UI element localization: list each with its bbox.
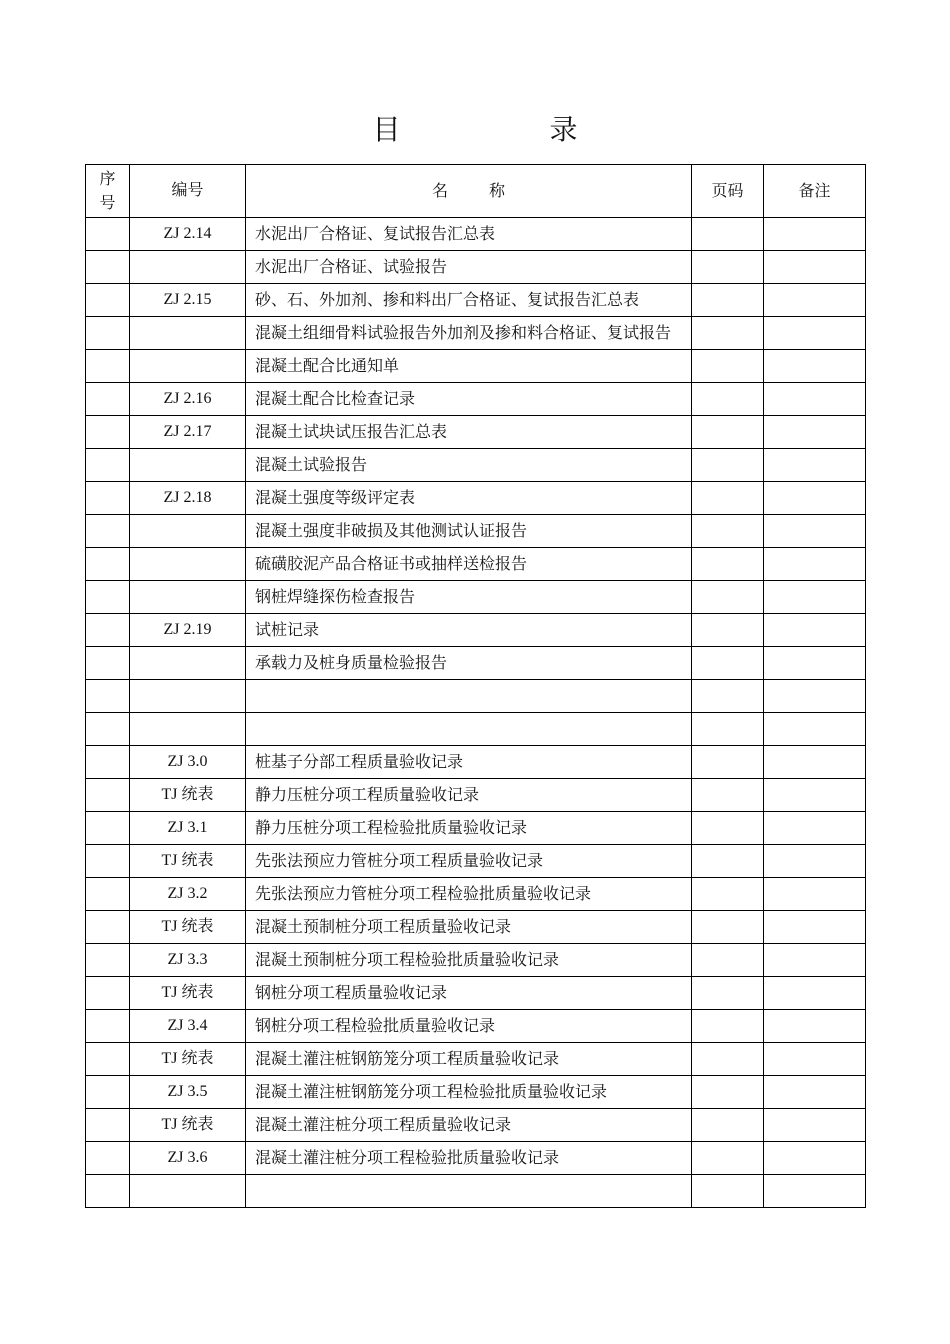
row-code-cell: ZJ 3.1 — [130, 812, 246, 845]
row-note-cell — [764, 449, 866, 482]
header-seq-label: 序号 — [99, 169, 116, 212]
row-code-cell: TJ 统表 — [130, 911, 246, 944]
table-row — [86, 1109, 866, 1142]
row-page-cell — [692, 977, 764, 1010]
table-row — [86, 713, 866, 746]
row-seq-cell — [86, 1109, 130, 1142]
row-note-cell — [764, 251, 866, 284]
row-code-cell — [130, 647, 246, 680]
row-page-cell — [692, 515, 764, 548]
row-seq-cell — [86, 383, 130, 416]
row-code-cell — [130, 713, 246, 746]
row-name-cell: 静力压桩分项工程质量验收记录 — [246, 779, 692, 812]
table-row — [86, 416, 866, 449]
row-page-cell — [692, 911, 764, 944]
row-seq-cell — [86, 416, 130, 449]
row-seq-cell — [86, 713, 130, 746]
row-page-cell — [692, 845, 764, 878]
row-page-cell — [692, 581, 764, 614]
table-row — [86, 449, 866, 482]
row-seq-cell — [86, 449, 130, 482]
table-row — [86, 944, 866, 977]
table-row — [86, 1010, 866, 1043]
row-code-cell — [130, 515, 246, 548]
row-note-cell — [764, 944, 866, 977]
row-note-cell — [764, 548, 866, 581]
row-code-cell: ZJ 2.15 — [130, 284, 246, 317]
page-title: 目 录 — [372, 113, 648, 146]
row-code-cell: ZJ 3.5 — [130, 1076, 246, 1109]
row-note-cell — [764, 416, 866, 449]
header-page: 页码 — [692, 165, 764, 218]
row-page-cell — [692, 680, 764, 713]
row-code-cell: ZJ 2.19 — [130, 614, 246, 647]
row-seq-cell — [86, 1010, 130, 1043]
row-seq-cell — [86, 746, 130, 779]
row-name-cell: 静力压桩分项工程检验批质量验收记录 — [246, 812, 692, 845]
row-name-cell: 混凝土灌注桩钢筋笼分项工程质量验收记录 — [246, 1043, 692, 1076]
table-row — [86, 482, 866, 515]
table-row — [86, 1175, 866, 1208]
table-row — [86, 1043, 866, 1076]
table-row — [86, 284, 866, 317]
row-note-cell — [764, 1142, 866, 1175]
row-seq-cell — [86, 284, 130, 317]
table-row — [86, 878, 866, 911]
row-seq-cell — [86, 812, 130, 845]
row-name-cell: 试桩记录 — [246, 614, 692, 647]
row-page-cell — [692, 284, 764, 317]
row-note-cell — [764, 317, 866, 350]
header-seq — [86, 165, 130, 218]
row-code-cell — [130, 581, 246, 614]
row-name-cell: 桩基子分部工程质量验收记录 — [246, 746, 692, 779]
row-note-cell — [764, 878, 866, 911]
table-row — [86, 515, 866, 548]
row-name-cell: 混凝土灌注桩钢筋笼分项工程检验批质量验收记录 — [246, 1076, 692, 1109]
row-page-cell — [692, 746, 764, 779]
row-note-cell — [764, 977, 866, 1010]
row-note-cell — [764, 713, 866, 746]
row-page-cell — [692, 1076, 764, 1109]
row-seq-cell — [86, 317, 130, 350]
row-note-cell — [764, 1043, 866, 1076]
row-page-cell — [692, 251, 764, 284]
row-seq-cell — [86, 1142, 130, 1175]
row-note-cell — [764, 911, 866, 944]
row-code-cell: ZJ 3.2 — [130, 878, 246, 911]
row-note-cell — [764, 1076, 866, 1109]
row-name-cell: 混凝土强度等级评定表 — [246, 482, 692, 515]
row-page-cell — [692, 812, 764, 845]
row-name-cell: 钢桩分项工程检验批质量验收记录 — [246, 1010, 692, 1043]
row-name-cell: 先张法预应力管桩分项工程检验批质量验收记录 — [246, 878, 692, 911]
row-note-cell — [764, 1109, 866, 1142]
row-note-cell — [764, 779, 866, 812]
row-seq-cell — [86, 350, 130, 383]
row-seq-cell — [86, 944, 130, 977]
row-page-cell — [692, 218, 764, 251]
row-code-cell — [130, 449, 246, 482]
table-row — [86, 977, 866, 1010]
row-name-cell — [246, 1175, 692, 1208]
row-page-cell — [692, 1010, 764, 1043]
row-seq-cell — [86, 1076, 130, 1109]
table-row — [86, 614, 866, 647]
row-seq-cell — [86, 845, 130, 878]
row-code-cell: TJ 统表 — [130, 779, 246, 812]
row-name-cell: 钢桩分项工程质量验收记录 — [246, 977, 692, 1010]
row-code-cell — [130, 548, 246, 581]
row-page-cell — [692, 647, 764, 680]
row-name-cell: 钢桩焊缝探伤检查报告 — [246, 581, 692, 614]
row-note-cell — [764, 746, 866, 779]
row-page-cell — [692, 449, 764, 482]
row-code-cell: ZJ 2.16 — [130, 383, 246, 416]
row-note-cell — [764, 1010, 866, 1043]
row-note-cell — [764, 845, 866, 878]
row-name-cell: 承载力及桩身质量检验报告 — [246, 647, 692, 680]
row-name-cell: 砂、石、外加剂、掺和料出厂合格证、复试报告汇总表 — [246, 284, 692, 317]
row-name-cell: 混凝土灌注桩分项工程质量验收记录 — [246, 1109, 692, 1142]
row-seq-cell — [86, 515, 130, 548]
header-note: 备注 — [764, 165, 866, 218]
table-row — [86, 1142, 866, 1175]
table-row — [86, 350, 866, 383]
row-name-cell: 混凝土预制桩分项工程质量验收记录 — [246, 911, 692, 944]
row-seq-cell — [86, 1175, 130, 1208]
row-note-cell — [764, 482, 866, 515]
row-name-cell: 混凝土配合比通知单 — [246, 350, 692, 383]
table-row — [86, 911, 866, 944]
row-note-cell — [764, 581, 866, 614]
row-page-cell — [692, 548, 764, 581]
row-code-cell — [130, 680, 246, 713]
row-name-cell: 混凝土灌注桩分项工程检验批质量验收记录 — [246, 1142, 692, 1175]
table-row — [86, 680, 866, 713]
table-row — [86, 581, 866, 614]
table-row — [86, 812, 866, 845]
row-page-cell — [692, 482, 764, 515]
table-header-row — [86, 165, 866, 218]
row-name-cell: 硫磺胶泥产品合格证书或抽样送检报告 — [246, 548, 692, 581]
row-code-cell: ZJ 2.18 — [130, 482, 246, 515]
row-name-cell — [246, 713, 692, 746]
row-seq-cell — [86, 1043, 130, 1076]
row-note-cell — [764, 350, 866, 383]
table-row — [86, 218, 866, 251]
row-page-cell — [692, 1109, 764, 1142]
table-row — [86, 1076, 866, 1109]
row-code-cell: TJ 统表 — [130, 1043, 246, 1076]
row-code-cell: ZJ 2.17 — [130, 416, 246, 449]
table-row — [86, 383, 866, 416]
row-seq-cell — [86, 482, 130, 515]
row-seq-cell — [86, 680, 130, 713]
row-page-cell — [692, 350, 764, 383]
row-page-cell — [692, 1043, 764, 1076]
row-seq-cell — [86, 614, 130, 647]
row-name-cell — [246, 680, 692, 713]
row-code-cell: ZJ 3.6 — [130, 1142, 246, 1175]
row-page-cell — [692, 779, 764, 812]
row-code-cell: TJ 统表 — [130, 977, 246, 1010]
row-seq-cell — [86, 977, 130, 1010]
row-code-cell: TJ 统表 — [130, 1109, 246, 1142]
row-name-cell: 水泥出厂合格证、复试报告汇总表 — [246, 218, 692, 251]
row-name-cell: 混凝土组细骨料试验报告外加剂及掺和料合格证、复试报告 — [246, 317, 692, 350]
table-row — [86, 548, 866, 581]
row-seq-cell — [86, 581, 130, 614]
row-seq-cell — [86, 878, 130, 911]
table-row — [86, 746, 866, 779]
row-note-cell — [764, 383, 866, 416]
row-name-cell: 混凝土预制桩分项工程检验批质量验收记录 — [246, 944, 692, 977]
row-seq-cell — [86, 548, 130, 581]
row-name-cell: 先张法预应力管桩分项工程质量验收记录 — [246, 845, 692, 878]
row-page-cell — [692, 383, 764, 416]
row-page-cell — [692, 713, 764, 746]
row-name-cell: 混凝土配合比检查记录 — [246, 383, 692, 416]
table-row — [86, 317, 866, 350]
row-note-cell — [764, 680, 866, 713]
row-code-cell: ZJ 3.4 — [130, 1010, 246, 1043]
row-note-cell — [764, 284, 866, 317]
row-page-cell — [692, 614, 764, 647]
table-row — [86, 251, 866, 284]
row-name-cell: 混凝土试验报告 — [246, 449, 692, 482]
row-seq-cell — [86, 779, 130, 812]
row-name-cell: 混凝土试块试压报告汇总表 — [246, 416, 692, 449]
row-code-cell: ZJ 3.0 — [130, 746, 246, 779]
table-row — [86, 845, 866, 878]
row-code-cell: ZJ 3.3 — [130, 944, 246, 977]
table-row — [86, 779, 866, 812]
row-page-cell — [692, 1175, 764, 1208]
row-code-cell — [130, 317, 246, 350]
row-page-cell — [692, 878, 764, 911]
row-note-cell — [764, 614, 866, 647]
row-page-cell — [692, 416, 764, 449]
row-note-cell — [764, 1175, 866, 1208]
row-name-cell: 混凝土强度非破损及其他测试认证报告 — [246, 515, 692, 548]
row-note-cell — [764, 218, 866, 251]
row-seq-cell — [86, 251, 130, 284]
row-name-cell: 水泥出厂合格证、试验报告 — [246, 251, 692, 284]
row-seq-cell — [86, 911, 130, 944]
toc-table — [85, 164, 866, 1208]
row-note-cell — [764, 647, 866, 680]
row-code-cell: ZJ 2.14 — [130, 218, 246, 251]
header-code: 编号 — [130, 165, 246, 218]
row-seq-cell — [86, 218, 130, 251]
row-code-cell — [130, 251, 246, 284]
row-page-cell — [692, 944, 764, 977]
row-code-cell — [130, 350, 246, 383]
row-page-cell — [692, 317, 764, 350]
row-note-cell — [764, 515, 866, 548]
table-row — [86, 647, 866, 680]
row-seq-cell — [86, 647, 130, 680]
row-code-cell: TJ 统表 — [130, 845, 246, 878]
row-note-cell — [764, 812, 866, 845]
header-name: 名 称 — [246, 165, 692, 218]
row-code-cell — [130, 1175, 246, 1208]
row-page-cell — [692, 1142, 764, 1175]
